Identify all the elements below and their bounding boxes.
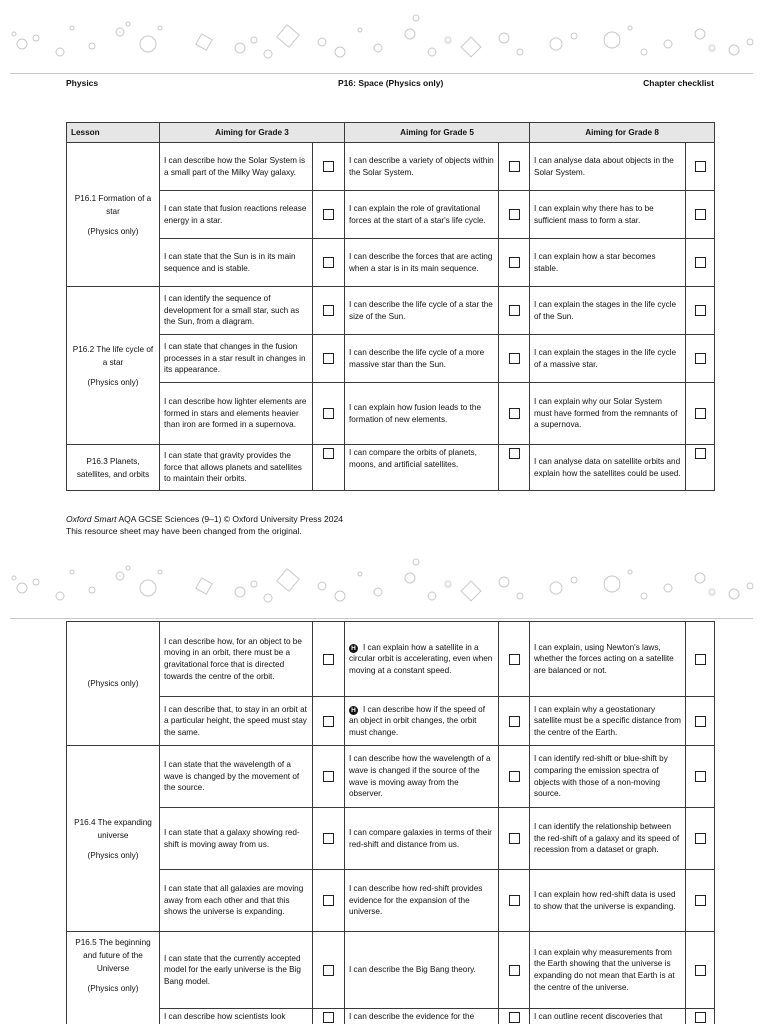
grade3-statement: I can describe how scientists look (160, 1009, 313, 1024)
grade5-column-header: Aiming for Grade 5 (345, 123, 530, 143)
grade5-statement: I can describe the forces that are acting when a star is in its main sequence. (345, 239, 499, 287)
grade8-checkbox[interactable] (686, 191, 715, 239)
grade3-checkbox[interactable] (313, 239, 345, 287)
grade5-statement: I can describe how red-shift provides evidence for the expansion of the universe. (345, 870, 499, 932)
table-row (67, 445, 715, 491)
grade3-checkbox[interactable] (313, 191, 345, 239)
grade5-checkbox[interactable] (499, 445, 530, 491)
grade8-checkbox[interactable] (686, 932, 715, 1009)
grade5-checkbox[interactable] (499, 1009, 530, 1024)
grade8-column-header: Aiming for Grade 8 (530, 123, 715, 143)
grade8-checkbox[interactable] (686, 143, 715, 191)
table-row (67, 383, 715, 445)
document-type-label: Chapter checklist (643, 78, 714, 88)
header-divider (10, 618, 753, 619)
table-row (67, 287, 715, 335)
grade3-checkbox[interactable] (313, 697, 345, 746)
grade5-statement: H I can explain how a satellite in a circular orbit is accelerating, even when moving at a constant speed. (345, 622, 499, 697)
grade3-checkbox[interactable] (313, 287, 345, 335)
copyright-text: AQA GCSE Sciences (9–1) © Oxford University Press 2024 (116, 514, 343, 524)
grade3-statement: I can state that the currently accepted model for the early universe is the Big Bang model. (160, 932, 313, 1009)
grade5-statement: I can explain how fusion leads to the formation of new elements. (345, 383, 499, 445)
grade8-checkbox[interactable] (686, 808, 715, 870)
grade8-statement: I can explain the stages in the life cycle of a massive star. (530, 335, 686, 383)
grade8-checkbox[interactable] (686, 870, 715, 932)
lesson-cell: P16.2 The life cycle of a star (Physics only) (67, 287, 160, 445)
grade8-statement: I can explain, using Newton's laws, whether the forces acting on a satellite are balanced or not. (530, 622, 686, 697)
grade8-statement: I can explain how a star becomes stable. (530, 239, 686, 287)
table-row (67, 239, 715, 287)
grade3-statement: I can describe how, for an object to be moving in an orbit, there must be a gravitational force that is directed towards the centre of the orbit. (160, 622, 313, 697)
lesson-cell: (Physics only) (67, 622, 160, 746)
lesson-column-header: Lesson (67, 123, 160, 143)
grade5-checkbox[interactable] (499, 870, 530, 932)
grade3-statement: I can describe that, to stay in an orbit at a particular height, the speed must stay the same. (160, 697, 313, 746)
grade8-checkbox[interactable] (686, 746, 715, 808)
lesson-cell: P16.1 Formation of a star (Physics only) (67, 143, 160, 287)
grade3-statement: I can describe how lighter elements are formed in stars and elements heavier than iron are formed in a supernova. (160, 383, 313, 445)
grade3-statement: I can identify the sequence of development for a small star, such as the Sun, from a diagram. (160, 287, 313, 335)
page-header (66, 78, 714, 92)
grade5-statement: I can describe the life cycle of a more massive star than the Sun. (345, 335, 499, 383)
grade3-statement: I can state that gravity provides the force that allows planets and satellites to maintain their orbits. (160, 445, 313, 491)
grade5-statement: I can describe how the wavelength of a wave is changed if the source of the wave is moving away from the observer. (345, 746, 499, 808)
grade3-checkbox[interactable] (313, 335, 345, 383)
grade3-checkbox[interactable] (313, 870, 345, 932)
grade8-statement: I can analyse data about objects in the Solar System. (530, 143, 686, 191)
grade5-checkbox[interactable] (499, 335, 530, 383)
grade8-statement: I can explain the stages in the life cycle of the Sun. (530, 287, 686, 335)
grade3-statement: I can state that a galaxy showing red-shift is moving away from us. (160, 808, 313, 870)
grade5-checkbox[interactable] (499, 808, 530, 870)
grade8-statement: I can explain why a geostationary satellite must be a specific distance from the centre of the Earth. (530, 697, 686, 746)
grade8-statement: I can explain why our Solar System must have formed from the remnants of a supernova. (530, 383, 686, 445)
grade8-checkbox[interactable] (686, 287, 715, 335)
grade5-checkbox[interactable] (499, 622, 530, 697)
grade3-checkbox[interactable] (313, 932, 345, 1009)
checklist-table-page2 (66, 621, 715, 1024)
grade5-statement: I can describe the life cycle of a star the size of the Sun. (345, 287, 499, 335)
grade8-statement: I can analyse data on satellite orbits and explain how the satellites could be used. (530, 445, 686, 491)
grade8-checkbox[interactable] (686, 622, 715, 697)
table-row (67, 746, 715, 808)
grade5-checkbox[interactable] (499, 383, 530, 445)
grade5-checkbox[interactable] (499, 191, 530, 239)
table-row (67, 870, 715, 932)
table-row (67, 697, 715, 746)
chapter-title: P16: Space (Physics only) (338, 78, 444, 88)
lesson-cell: P16.4 The expanding universe (Physics only) (67, 746, 160, 932)
grade5-statement: I can describe the Big Bang theory. (345, 932, 499, 1009)
grade8-statement: I can outline recent discoveries that (530, 1009, 686, 1024)
grade5-checkbox[interactable] (499, 932, 530, 1009)
higher-tier-icon: H (349, 706, 358, 715)
grade3-column-header: Aiming for Grade 3 (160, 123, 345, 143)
grade8-checkbox[interactable] (686, 335, 715, 383)
lesson-cell: P16.3 Planets, satellites, and orbits (67, 445, 160, 491)
grade3-checkbox[interactable] (313, 1009, 345, 1024)
grade5-checkbox[interactable] (499, 746, 530, 808)
grade8-checkbox[interactable] (686, 239, 715, 287)
grade5-statement: I can describe the evidence for the (345, 1009, 499, 1024)
grade8-checkbox[interactable] (686, 445, 715, 491)
grade8-statement: I can identify red-shift or blue-shift by comparing the emission spectra of objects with those of a non-moving source. (530, 746, 686, 808)
grade3-checkbox[interactable] (313, 445, 345, 491)
page-footer (66, 513, 343, 537)
grade5-statement: I can explain the role of gravitational forces at the start of a star's life cycle. (345, 191, 499, 239)
grade3-statement: I can state that changes in the fusion processes in a star result in changes in its appearance. (160, 335, 313, 383)
brand-name: Oxford Smart (66, 514, 117, 524)
grade5-checkbox[interactable] (499, 143, 530, 191)
grade8-checkbox[interactable] (686, 1009, 715, 1024)
grade8-statement: I can identify the relationship between the red-shift of a galaxy and its speed of recession from a dataset or graph. (530, 808, 686, 870)
decorative-header-pattern (0, 4, 768, 76)
subject-label: Physics (66, 78, 99, 88)
table-row (67, 1009, 715, 1024)
table-header-row (67, 123, 715, 143)
grade5-statement: I can describe a variety of objects within the Solar System. (345, 143, 499, 191)
table-row (67, 335, 715, 383)
grade8-checkbox[interactable] (686, 697, 715, 746)
table-row (67, 622, 715, 697)
grade8-statement: I can explain why measurements from the Earth showing that the universe is expanding do not mean that Earth is at the centre of the universe. (530, 932, 686, 1009)
header-divider (10, 73, 753, 74)
table-row (67, 932, 715, 1009)
higher-tier-icon: H (349, 644, 358, 653)
grade8-checkbox[interactable] (686, 383, 715, 445)
checklist-table-page1 (66, 122, 715, 491)
table-row (67, 808, 715, 870)
grade3-statement: I can state that the Sun is in its main sequence and is stable. (160, 239, 313, 287)
grade3-statement: I can state that all galaxies are moving away from each other and that this shows the universe is expanding. (160, 870, 313, 932)
grade3-checkbox[interactable] (313, 143, 345, 191)
decorative-header-pattern (0, 548, 768, 620)
grade3-checkbox[interactable] (313, 383, 345, 445)
table-row (67, 191, 715, 239)
grade8-statement: I can explain why there has to be sufficient mass to form a star. (530, 191, 686, 239)
grade3-statement: I can describe how the Solar System is a small part of the Milky Way galaxy. (160, 143, 313, 191)
lesson-cell: P16.5 The beginning and future of the Universe (Physics only) (67, 932, 160, 1024)
copyright-line (66, 513, 343, 525)
grade3-statement: I can state that fusion reactions release energy in a star. (160, 191, 313, 239)
grade3-checkbox[interactable] (313, 808, 345, 870)
grade5-statement: I can compare galaxies in terms of their red-shift and distance from us. (345, 808, 499, 870)
table-row (67, 143, 715, 191)
modification-notice: This resource sheet may have been changed from the original. (66, 526, 302, 536)
grade3-statement: I can state that the wavelength of a wave is changed by the movement of the source. (160, 746, 313, 808)
grade5-checkbox[interactable] (499, 239, 530, 287)
grade3-checkbox[interactable] (313, 622, 345, 697)
grade5-checkbox[interactable] (499, 697, 530, 746)
grade8-statement: I can explain how red-shift data is used to show that the universe is expanding. (530, 870, 686, 932)
grade5-checkbox[interactable] (499, 287, 530, 335)
grade3-checkbox[interactable] (313, 746, 345, 808)
grade5-statement: H I can describe how if the speed of an object in orbit changes, the orbit must change. (345, 697, 499, 746)
grade5-statement: I can compare the orbits of planets, moons, and artificial satellites. (345, 445, 499, 491)
